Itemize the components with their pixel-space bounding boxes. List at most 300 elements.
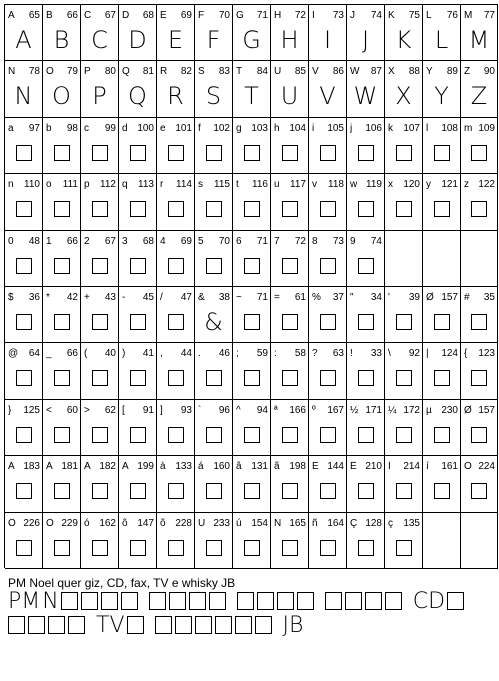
glyph-cell bbox=[43, 456, 81, 512]
glyph-label bbox=[464, 292, 495, 303]
glyph-label bbox=[236, 10, 268, 21]
glyph-code: 96 bbox=[218, 404, 230, 416]
glyph-character: W bbox=[350, 66, 360, 78]
glyph-cell bbox=[347, 400, 385, 456]
glyph-cell bbox=[119, 61, 157, 117]
glyph-label bbox=[274, 405, 306, 416]
glyph-code: 84 bbox=[256, 66, 268, 78]
glyph-code: 120 bbox=[403, 179, 420, 191]
glyph-cell bbox=[271, 61, 309, 117]
glyph-character: Ú bbox=[198, 517, 206, 529]
glyph-cell bbox=[385, 174, 423, 230]
missing-glyph-box bbox=[320, 258, 336, 274]
glyph-label bbox=[122, 461, 154, 472]
glyph-character: u bbox=[274, 179, 280, 191]
glyph-cell bbox=[423, 174, 461, 230]
glyph-label bbox=[84, 236, 116, 247]
glyph-character: { bbox=[464, 348, 468, 360]
missing-glyph-box bbox=[271, 361, 308, 395]
glyph-sample-text: M bbox=[468, 26, 490, 54]
glyph-label bbox=[426, 348, 458, 359]
missing-glyph-box bbox=[423, 136, 460, 170]
missing-glyph-box bbox=[347, 249, 384, 283]
missing-glyph-box bbox=[471, 314, 487, 330]
glyph-sample bbox=[5, 79, 42, 113]
glyph-label bbox=[160, 123, 192, 134]
glyph-label bbox=[122, 348, 154, 359]
missing-glyph-box bbox=[195, 418, 232, 452]
missing-glyph-box bbox=[434, 427, 450, 443]
glyph-code: 82 bbox=[180, 66, 192, 78]
glyph-code: 157 bbox=[478, 404, 495, 416]
glyph-cell bbox=[43, 174, 81, 230]
glyph-code: 90 bbox=[483, 66, 495, 78]
glyph-label bbox=[122, 10, 154, 21]
missing-glyph-box bbox=[81, 418, 118, 452]
missing-glyph-box bbox=[461, 361, 497, 395]
glyph-sample-text: L bbox=[434, 26, 449, 54]
glyph-code: 183 bbox=[23, 461, 40, 473]
missing-glyph-box bbox=[157, 361, 194, 395]
glyph-label bbox=[46, 405, 78, 416]
glyph-character: X bbox=[388, 66, 395, 78]
glyph-cell bbox=[81, 287, 119, 343]
glyph-label bbox=[160, 518, 192, 529]
glyph-label bbox=[236, 123, 268, 134]
preview-missing-glyph-box bbox=[101, 592, 118, 610]
glyph-cell bbox=[157, 456, 195, 512]
glyph-cell bbox=[195, 231, 233, 287]
missing-glyph-box bbox=[396, 540, 412, 556]
glyph-label bbox=[464, 405, 495, 416]
preview-missing-glyph-box bbox=[189, 592, 206, 610]
missing-glyph-box bbox=[271, 249, 308, 283]
missing-glyph-box bbox=[434, 370, 450, 386]
glyph-character: ½ bbox=[350, 404, 359, 416]
glyph-sample-text: O bbox=[52, 82, 71, 111]
glyph-cell bbox=[5, 174, 43, 230]
glyph-cell bbox=[309, 287, 347, 343]
glyph-code: 43 bbox=[104, 291, 116, 303]
glyph-code: 68 bbox=[142, 10, 154, 21]
glyph-sample-text: T bbox=[244, 82, 259, 111]
glyph-character: 8 bbox=[312, 235, 318, 247]
glyph-character: ) bbox=[122, 348, 126, 360]
glyph-sample bbox=[309, 79, 346, 113]
missing-glyph-box bbox=[347, 531, 384, 565]
missing-glyph-box bbox=[5, 361, 42, 395]
glyph-code: 69 bbox=[180, 235, 192, 247]
glyph-character: $ bbox=[8, 291, 14, 303]
glyph-character: \ bbox=[388, 348, 391, 360]
glyph-cell bbox=[423, 400, 461, 456]
missing-glyph-box bbox=[385, 531, 422, 565]
glyph-character: ! bbox=[350, 348, 353, 360]
glyph-cell bbox=[423, 61, 461, 117]
missing-glyph-box bbox=[396, 314, 412, 330]
glyph-character: r bbox=[160, 179, 164, 191]
glyph-label bbox=[46, 10, 78, 21]
glyph-cell bbox=[309, 5, 347, 61]
missing-glyph-box bbox=[81, 249, 118, 283]
preview-glyphs: N bbox=[42, 589, 59, 614]
glyph-label bbox=[236, 236, 268, 247]
missing-glyph-box bbox=[157, 305, 194, 339]
glyph-cell bbox=[461, 5, 498, 61]
glyph-label bbox=[388, 518, 420, 529]
glyph-cell bbox=[233, 5, 271, 61]
glyph-code: 104 bbox=[289, 122, 306, 134]
missing-glyph-box bbox=[320, 201, 336, 217]
glyph-character: Ô bbox=[8, 517, 16, 529]
missing-glyph-box bbox=[282, 483, 298, 499]
glyph-sample bbox=[423, 79, 460, 113]
glyph-label bbox=[236, 405, 268, 416]
glyph-cell bbox=[233, 174, 271, 230]
missing-glyph-box bbox=[423, 474, 460, 508]
glyph-character: Y bbox=[426, 66, 433, 78]
glyph-code: 165 bbox=[289, 517, 306, 529]
glyph-sample bbox=[195, 23, 232, 57]
glyph-character: â bbox=[236, 461, 242, 473]
preview-glyphs: JB bbox=[282, 613, 304, 638]
glyph-character: F bbox=[198, 10, 205, 21]
glyph-character: 3 bbox=[122, 235, 128, 247]
glyph-label bbox=[198, 292, 230, 303]
glyph-label bbox=[8, 236, 40, 247]
preview-missing-glyph-box bbox=[345, 592, 362, 610]
glyph-label bbox=[350, 461, 382, 472]
glyph-cell bbox=[423, 287, 461, 343]
glyph-cell bbox=[81, 400, 119, 456]
missing-glyph-box bbox=[244, 540, 260, 556]
glyph-code: 199 bbox=[137, 461, 154, 473]
glyph-sample bbox=[157, 79, 194, 113]
missing-glyph-box bbox=[385, 192, 422, 226]
glyph-code: 121 bbox=[441, 179, 458, 191]
glyph-label bbox=[236, 66, 268, 77]
glyph-cell bbox=[385, 5, 423, 61]
glyph-character: ª bbox=[274, 404, 278, 416]
missing-glyph-box bbox=[385, 305, 422, 339]
glyph-label bbox=[388, 10, 420, 21]
glyph-character: q bbox=[122, 179, 128, 191]
glyph-character: > bbox=[84, 404, 90, 416]
missing-glyph-box bbox=[5, 418, 42, 452]
glyph-code: 73 bbox=[332, 10, 344, 21]
glyph-cell bbox=[195, 343, 233, 399]
glyph-label bbox=[46, 348, 78, 359]
glyph-character: z bbox=[464, 179, 469, 191]
glyph-character: 5 bbox=[198, 235, 204, 247]
glyph-label bbox=[350, 179, 382, 190]
glyph-code: 38 bbox=[218, 291, 230, 303]
glyph-cell bbox=[157, 231, 195, 287]
glyph-character: ; bbox=[236, 348, 239, 360]
glyph-label bbox=[312, 292, 344, 303]
glyph-row bbox=[5, 231, 498, 287]
preview-missing-glyph-box bbox=[209, 592, 226, 610]
glyph-character: ô bbox=[122, 517, 128, 529]
glyph-label bbox=[84, 461, 116, 472]
missing-glyph-box bbox=[423, 361, 460, 395]
glyph-code: 70 bbox=[218, 10, 230, 21]
missing-glyph-box bbox=[282, 258, 298, 274]
glyph-code: 113 bbox=[138, 179, 154, 191]
glyph-character: ] bbox=[160, 404, 163, 416]
missing-glyph-box bbox=[206, 258, 222, 274]
glyph-character: ~ bbox=[236, 291, 242, 303]
missing-glyph-box bbox=[16, 258, 32, 274]
glyph-code: 131 bbox=[251, 461, 268, 473]
glyph-cell bbox=[43, 513, 81, 569]
glyph-code: 122 bbox=[478, 179, 495, 191]
glyph-cell bbox=[119, 287, 157, 343]
glyph-cell bbox=[309, 61, 347, 117]
glyph-cell bbox=[81, 61, 119, 117]
glyph-label bbox=[388, 405, 420, 416]
glyph-label bbox=[198, 348, 230, 359]
glyph-label bbox=[312, 461, 344, 472]
glyph-cell bbox=[5, 61, 43, 117]
glyph-label bbox=[350, 236, 382, 247]
missing-glyph-box bbox=[5, 531, 42, 565]
glyph-cell bbox=[233, 456, 271, 512]
glyph-character: - bbox=[122, 291, 126, 303]
missing-glyph-box bbox=[92, 201, 108, 217]
glyph-label bbox=[274, 66, 306, 77]
missing-glyph-box bbox=[358, 540, 374, 556]
glyph-cell bbox=[195, 5, 233, 61]
glyph-label bbox=[464, 66, 495, 77]
glyph-sample-text: I bbox=[323, 26, 332, 54]
glyph-cell bbox=[385, 343, 423, 399]
glyph-character: ç bbox=[388, 517, 393, 529]
glyph-character: í bbox=[426, 461, 429, 473]
missing-glyph-box bbox=[206, 540, 222, 556]
glyph-character: = bbox=[274, 291, 280, 303]
missing-glyph-box bbox=[92, 540, 108, 556]
missing-glyph-box bbox=[119, 418, 156, 452]
preview-missing-glyph-box bbox=[169, 592, 186, 610]
missing-glyph-box bbox=[309, 305, 346, 339]
glyph-code: 198 bbox=[289, 461, 306, 473]
glyph-code: 124 bbox=[441, 348, 458, 360]
missing-glyph-box bbox=[195, 474, 232, 508]
glyph-cell bbox=[423, 118, 461, 174]
glyph-code: 74 bbox=[370, 10, 382, 21]
glyph-row bbox=[5, 287, 498, 343]
missing-glyph-box bbox=[320, 427, 336, 443]
glyph-cell bbox=[157, 5, 195, 61]
glyph-cell bbox=[195, 400, 233, 456]
glyph-character: G bbox=[236, 10, 244, 21]
missing-glyph-box bbox=[16, 483, 32, 499]
glyph-code: 41 bbox=[142, 348, 154, 360]
glyph-code: 64 bbox=[28, 348, 40, 360]
glyph-cell bbox=[81, 513, 119, 569]
glyph-code: 44 bbox=[180, 348, 192, 360]
missing-glyph-box bbox=[271, 474, 308, 508]
glyph-label bbox=[388, 179, 420, 190]
glyph-label bbox=[274, 461, 306, 472]
glyph-character: T bbox=[236, 66, 243, 78]
glyph-cell bbox=[119, 456, 157, 512]
missing-glyph-box bbox=[244, 370, 260, 386]
glyph-character: 0 bbox=[8, 235, 14, 247]
glyph-character: s bbox=[198, 179, 203, 191]
missing-glyph-box bbox=[16, 145, 32, 161]
glyph-cell bbox=[5, 343, 43, 399]
glyph-character: Ê bbox=[350, 461, 357, 473]
missing-glyph-box bbox=[157, 474, 194, 508]
glyph-cell bbox=[461, 174, 498, 230]
glyph-label bbox=[426, 10, 458, 21]
missing-glyph-box bbox=[233, 531, 270, 565]
glyph-character: ^ bbox=[236, 404, 241, 416]
glyph-character: c bbox=[84, 122, 89, 134]
missing-glyph-box bbox=[423, 305, 460, 339]
glyph-code: 91 bbox=[142, 404, 154, 416]
glyph-cell bbox=[271, 174, 309, 230]
glyph-sample bbox=[81, 79, 118, 113]
missing-glyph-box bbox=[461, 305, 497, 339]
glyph-sample bbox=[5, 23, 42, 57]
glyph-sample bbox=[271, 79, 308, 113]
glyph-cell bbox=[309, 174, 347, 230]
glyph-label bbox=[350, 405, 382, 416]
glyph-character: Q bbox=[122, 66, 130, 78]
glyph-label bbox=[160, 348, 192, 359]
glyph-label bbox=[46, 179, 78, 190]
glyph-code: 160 bbox=[213, 461, 230, 473]
glyph-sample-text: N bbox=[14, 82, 33, 111]
glyph-character: J bbox=[350, 10, 355, 21]
glyph-code: 181 bbox=[61, 461, 78, 473]
glyph-sample bbox=[233, 23, 270, 57]
glyph-code: 228 bbox=[175, 517, 192, 529]
glyph-sample bbox=[423, 23, 460, 57]
glyph-character: + bbox=[84, 291, 90, 303]
glyph-code: 47 bbox=[180, 291, 192, 303]
glyph-character: # bbox=[464, 291, 470, 303]
preview-missing-glyph-box bbox=[61, 592, 78, 610]
missing-glyph-box bbox=[43, 305, 80, 339]
glyph-code: 226 bbox=[23, 517, 40, 529]
glyph-cell bbox=[461, 343, 498, 399]
glyph-code: 110 bbox=[24, 179, 40, 191]
glyph-label bbox=[350, 10, 382, 21]
missing-glyph-box bbox=[244, 145, 260, 161]
missing-glyph-box bbox=[385, 361, 422, 395]
glyph-cell bbox=[119, 400, 157, 456]
glyph-cell bbox=[423, 456, 461, 512]
glyph-label bbox=[312, 405, 344, 416]
glyph-label bbox=[312, 179, 344, 190]
glyph-label bbox=[236, 461, 268, 472]
glyph-label bbox=[46, 236, 78, 247]
glyph-label bbox=[198, 518, 230, 529]
glyph-sample bbox=[385, 23, 422, 57]
missing-glyph-box bbox=[358, 314, 374, 330]
missing-glyph-box bbox=[206, 370, 222, 386]
glyph-label bbox=[46, 461, 78, 472]
missing-glyph-box bbox=[130, 540, 146, 556]
missing-glyph-box bbox=[168, 483, 184, 499]
glyph-sample-text: H bbox=[280, 26, 299, 54]
glyph-code: 67 bbox=[104, 10, 116, 21]
glyph-code: 164 bbox=[327, 517, 344, 529]
glyph-character: Ø bbox=[426, 291, 434, 303]
glyph-code: 62 bbox=[104, 404, 116, 416]
missing-glyph-box bbox=[130, 201, 146, 217]
missing-glyph-box bbox=[206, 201, 222, 217]
glyph-character: % bbox=[312, 291, 321, 303]
glyph-cell bbox=[5, 118, 43, 174]
glyph-character: Ø bbox=[464, 404, 472, 416]
missing-glyph-box bbox=[119, 136, 156, 170]
glyph-cell bbox=[119, 231, 157, 287]
glyph-label bbox=[160, 10, 192, 21]
glyph-label bbox=[8, 405, 40, 416]
glyph-label bbox=[198, 66, 230, 77]
glyph-label bbox=[122, 405, 154, 416]
glyph-label bbox=[274, 292, 306, 303]
glyph-character: 6 bbox=[236, 235, 242, 247]
glyph-label bbox=[84, 405, 116, 416]
glyph-character: j bbox=[350, 122, 353, 134]
glyph-sample bbox=[461, 23, 497, 57]
missing-glyph-box bbox=[157, 249, 194, 283]
missing-glyph-box bbox=[206, 427, 222, 443]
glyph-character: Ó bbox=[464, 461, 472, 473]
missing-glyph-box bbox=[119, 192, 156, 226]
glyph-character: P bbox=[84, 66, 91, 78]
glyph-code: 66 bbox=[66, 348, 78, 360]
glyph-sample-text: E bbox=[167, 26, 184, 54]
missing-glyph-box bbox=[157, 192, 194, 226]
glyph-code: 72 bbox=[294, 10, 306, 21]
preview-missing-glyph-box bbox=[257, 592, 274, 610]
glyph-label bbox=[198, 405, 230, 416]
missing-glyph-box bbox=[309, 474, 346, 508]
glyph-character: Õ bbox=[46, 517, 54, 529]
glyph-code: 73 bbox=[332, 235, 344, 247]
missing-glyph-box bbox=[309, 136, 346, 170]
preview-missing-glyph-box bbox=[325, 592, 342, 610]
glyph-cell bbox=[43, 287, 81, 343]
glyph-cell bbox=[347, 287, 385, 343]
glyph-code: 172 bbox=[403, 404, 420, 416]
glyph-row bbox=[5, 343, 498, 399]
glyph-label bbox=[84, 348, 116, 359]
glyph-character: L bbox=[426, 10, 432, 21]
glyph-character: t bbox=[236, 179, 239, 191]
glyph-sample bbox=[347, 23, 384, 57]
glyph-code: 144 bbox=[327, 461, 344, 473]
glyph-cell bbox=[423, 343, 461, 399]
glyph-character: o bbox=[46, 179, 52, 191]
glyph-label bbox=[274, 179, 306, 190]
glyph-label bbox=[274, 10, 306, 21]
glyph-sample bbox=[233, 79, 270, 113]
glyph-cell bbox=[233, 61, 271, 117]
glyph-character: É bbox=[312, 461, 319, 473]
glyph-label bbox=[122, 518, 154, 529]
missing-glyph-box bbox=[233, 192, 270, 226]
glyph-code: 80 bbox=[104, 66, 116, 78]
glyph-character: } bbox=[8, 404, 12, 416]
